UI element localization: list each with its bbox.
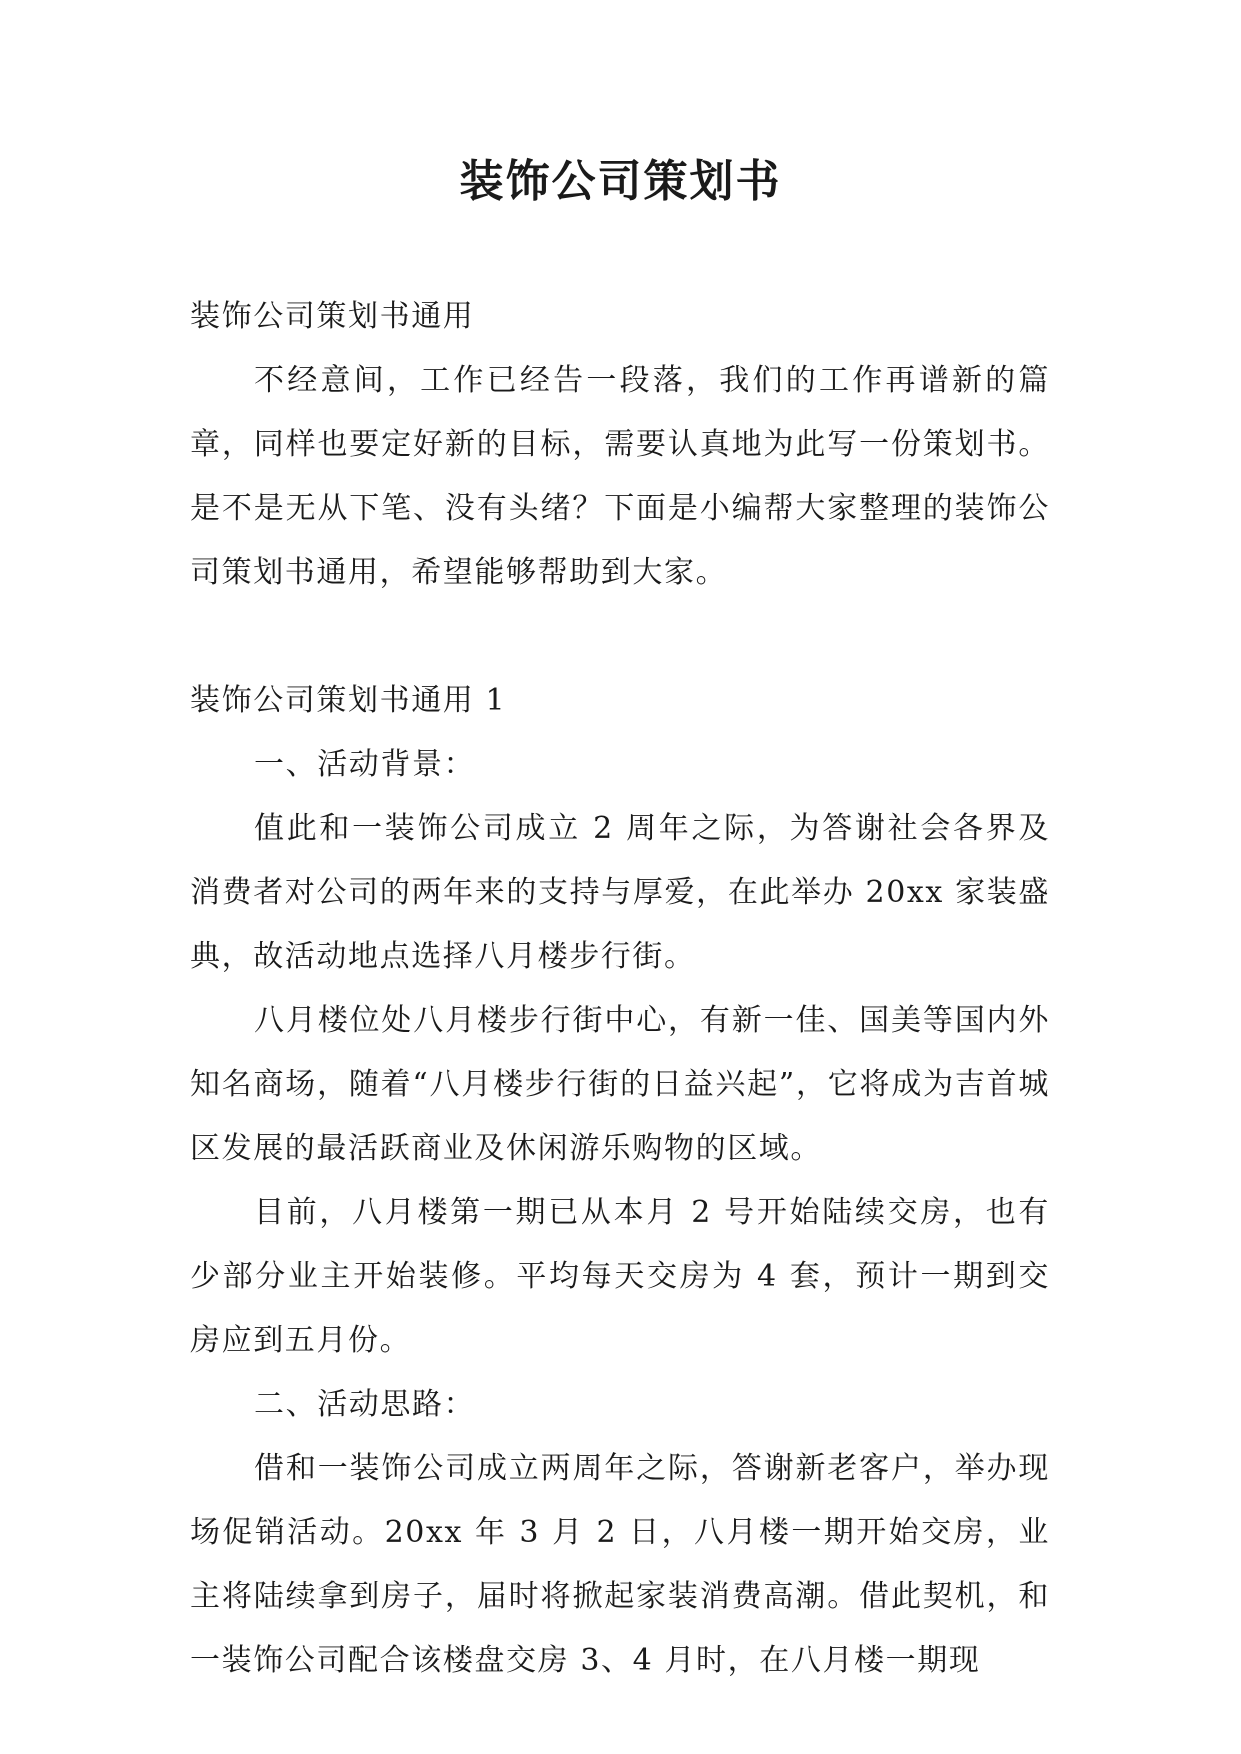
paragraph-background-3: 目前，八月楼第一期已从本月 2 号开始陆续交房，也有少部分业主开始装修。平均每天交房为 4 套，预计一期到交房应到五月份。	[190, 1195, 1050, 1358]
document-subtitle: 装饰公司策划书通用	[190, 299, 475, 334]
intro-paragraph: 不经意间，工作已经告一段落，我们的工作再谱新的篇章，同样也要定好新的目标，需要认真地为此写一份策划书。是不是无从下笔、没有头绪？下面是小编帮大家整理的装饰公司策划书通用，希望能够帮助到大家。	[190, 363, 1050, 590]
paragraph-approach-1: 借和一装饰公司成立两周年之际，答谢新老客户，举办现场促销活动。20xx 年 3 月 2 日，八月楼一期开始交房，业主将陆续拿到房子，届时将掀起家装消费高潮。借此契机，和一装饰公司配合该楼盘交房 3、4 月时，在八月楼一期现	[190, 1451, 1050, 1678]
section-title: 装饰公司策划书通用 1	[190, 683, 507, 718]
document-body	[190, 285, 1050, 1693]
section-heading-background: 一、活动背景：	[254, 747, 476, 782]
section-heading-approach: 二、活动思路：	[254, 1387, 476, 1422]
paragraph-spacer	[190, 605, 1050, 669]
paragraph-background-1: 值此和一装饰公司成立 2 周年之际，为答谢社会各界及消费者对公司的两年来的支持与厚爱，在此举办 20xx 家装盛典，故活动地点选择八月楼步行街。	[190, 811, 1050, 974]
paragraph-background-2: 八月楼位处八月楼步行街中心，有新一佳、国美等国内外知名商场，随着“八月楼步行街的日益兴起”，它将成为吉首城区发展的最活跃商业及休闲游乐购物的区域。	[190, 1003, 1050, 1166]
document-title: 装饰公司策划书	[459, 156, 782, 207]
